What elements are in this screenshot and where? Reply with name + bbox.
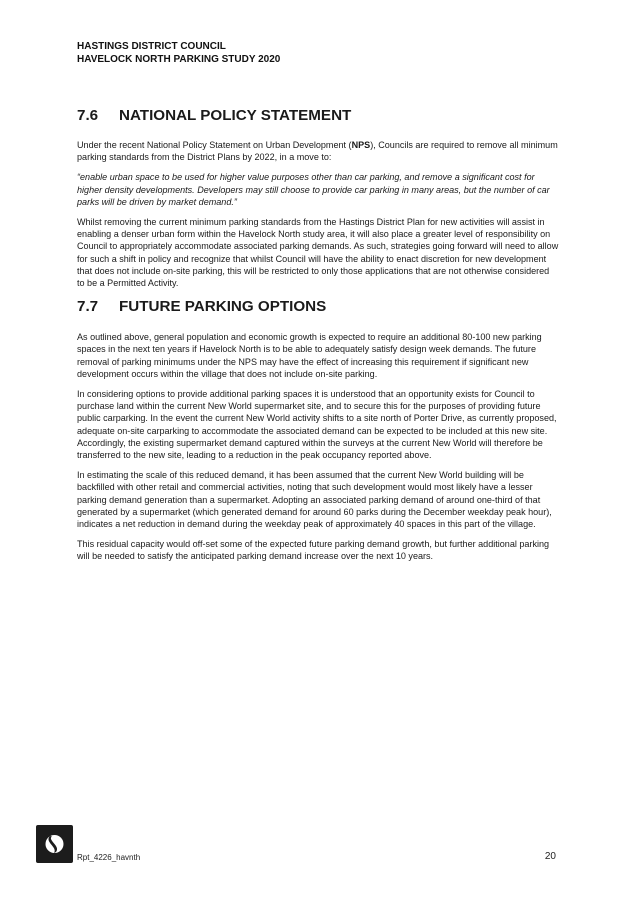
nps-intro-paragraph — [77, 139, 559, 163]
header-org: HASTINGS DISTRICT COUNCIL — [77, 41, 226, 52]
nps-abbreviation: NPS — [351, 140, 371, 150]
section-heading-7-7 — [77, 297, 559, 317]
page-number: 20 — [544, 851, 556, 862]
text-run: Under the recent National Policy Statement on Urban Development ( — [77, 140, 352, 150]
running-header — [77, 41, 280, 66]
options-paragraph-2: In considering options to provide additional parking spaces it is understood that an opportunity exists for Council to purchase land within the current New World supermarket site, and to secure this for the purposes of providing future public carparking. In the event the current New World activity shifts to a site north of Porter Drive, as currently proposed, adequate on-site carparking to accommodate the associated demand can be expected to be included at this new site. Accordingly, the existing supermarket demand captured within the surveys at the current New World will therefore be transferred to the new site, leading to a reduction in the peak occupancy reported above. — [77, 389, 557, 461]
report-reference: Rpt_4226_havnth — [77, 853, 141, 862]
options-paragraph-3: In estimating the scale of this reduced demand, it has been assumed that the current New World building will be backfilled with other retail and commercial activities, noting that such development would most likely have a lesser parking demand generation than a supermarket. Adopting an associated parking demand of around one-third of that generated by a supermarket (which generated demand for around 60 parks during the December weekday peak hour), indicates a net reduction in demand during the weekday peak of approximately 40 spaces in this part of the village. — [77, 470, 552, 530]
section-title: NATIONAL POLICY STATEMENT — [119, 107, 352, 124]
header-study: HAVELOCK NORTH PARKING STUDY 2020 — [77, 53, 281, 65]
options-paragraph-4: This residual capacity would off-set some of the expected future parking demand growth, but further additional parking will be needed to satisfy the anticipated parking demand increase over the next 10 years. — [77, 539, 550, 562]
text-run: ), Councils are required to remove all minimum parking standards from the District Plans by 2022, in a move to: — [77, 140, 558, 163]
options-paragraph-1: As outlined above, general population and economic growth is expected to require an additional 80-100 new parking spaces in the next ten years if Havelock North is to be able to adequately satisfy design week demands. The future removal of parking minimums under the NPS may have the effect of increasing this requirement if significant new development occurs within the village that does not include on-site parking. — [77, 332, 542, 379]
section-number: 7.6 — [77, 107, 99, 124]
company-logo-icon — [36, 825, 73, 863]
section-heading-7-6 — [77, 106, 559, 126]
body-content — [77, 106, 559, 571]
section-number: 7.7 — [77, 298, 99, 316]
nps-paragraph-2: Whilst removing the current minimum parking standards from the Hastings District Plan for new activities will assist in enabling a denser urban form within the Havelock North study area, it will also place a greater level of responsibility on Council to appropriately accommodate associated parking demands. As such, strategies going forward will need to allow for such a shift in policy and recognize that whilst Council will have the ability to enact discretion for new development that does not include on-site parking, this will be restricted to only those applications that are not otherwise considered to be a Permitted Activity. — [77, 217, 559, 289]
section-title: FUTURE PARKING OPTIONS — [119, 298, 327, 316]
nps-quote: “enable urban space to be used for higher value purposes other than car parking, and remove a significant cost for higher density developments. Developers may still choose to provide car parking in many areas, but the number of car parks will be driven by market demand.” — [77, 172, 550, 207]
